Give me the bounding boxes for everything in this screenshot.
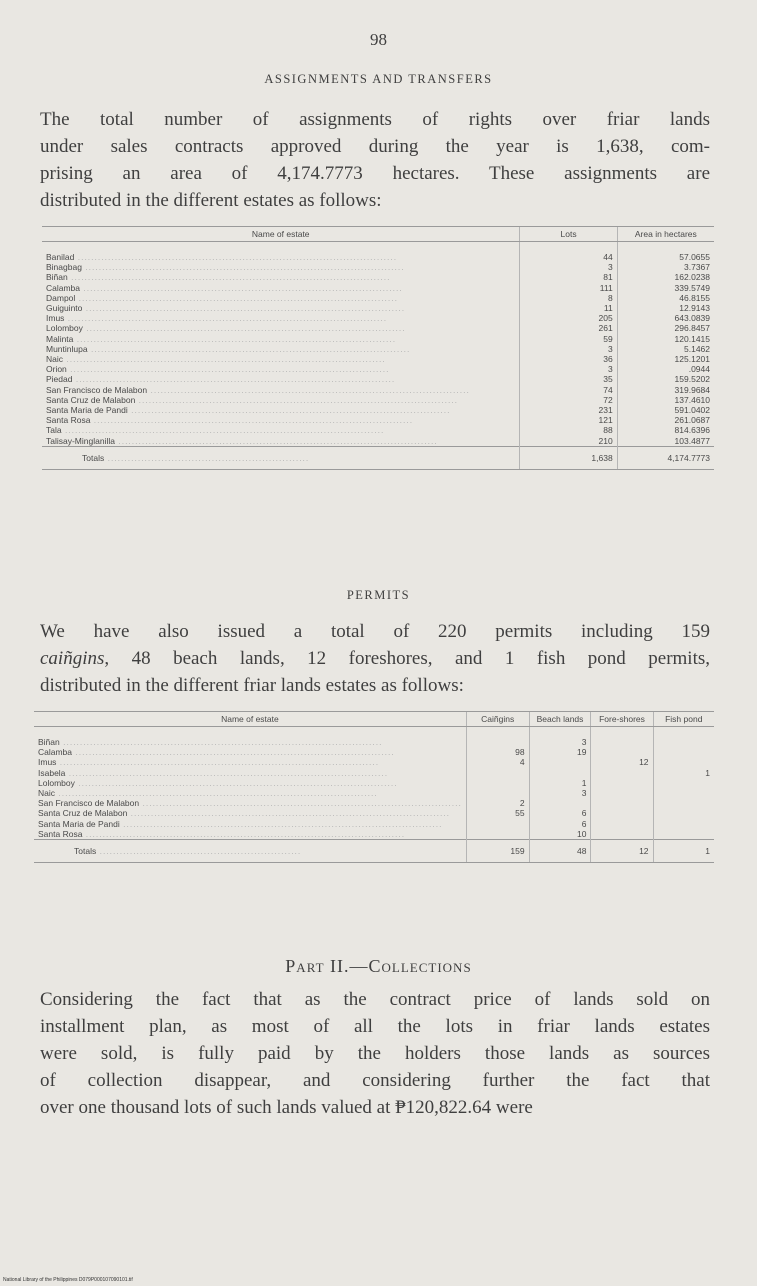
lots-value: 210 bbox=[520, 436, 617, 447]
foreshores-total: 12 bbox=[591, 840, 653, 863]
lots-total: 1,638 bbox=[520, 446, 617, 469]
page-number: 98 bbox=[370, 30, 387, 49]
text-segment: We have also issued a total of 220 permits including 159 bbox=[40, 621, 710, 642]
beach-lands-value: 19 bbox=[529, 747, 591, 757]
area-value: 296.8457 bbox=[617, 323, 714, 333]
estate-name-text: Naic bbox=[38, 788, 56, 799]
leader-dots: ............................................................................................... bbox=[75, 292, 399, 303]
lots-value: 81 bbox=[520, 272, 617, 282]
leader-dots: ............................................................................................... bbox=[82, 828, 406, 839]
area-value: 339.5749 bbox=[617, 283, 714, 293]
estate-name bbox=[34, 727, 466, 748]
table-row bbox=[34, 808, 714, 818]
beach-lands-value bbox=[529, 798, 591, 808]
area-value: 814.6396 bbox=[617, 425, 714, 435]
area-value: 261.0687 bbox=[617, 415, 714, 425]
lots-value: 8 bbox=[520, 293, 617, 303]
leader-dots: ............................................................................................... bbox=[64, 313, 388, 324]
estate-name bbox=[42, 344, 520, 354]
lots-value: 121 bbox=[520, 415, 617, 425]
estate-name-text: Totals bbox=[74, 846, 97, 857]
area-value: 57.0655 bbox=[617, 242, 714, 263]
table-row bbox=[42, 242, 714, 263]
estate-name bbox=[42, 354, 520, 364]
totals-row bbox=[42, 446, 714, 469]
beach-lands-value bbox=[529, 757, 591, 767]
area-value: 5.1462 bbox=[617, 344, 714, 354]
estate-name-text: Totals bbox=[82, 452, 105, 463]
leader-dots: ............................................................................................... bbox=[119, 818, 443, 829]
leader-dots: ............................................................ bbox=[96, 846, 302, 857]
estate-name-text: San Francisco de Malabon bbox=[46, 384, 148, 395]
text-segment: , 48 beach lands, 12 foreshores, and 1 fish pond permits, bbox=[104, 648, 710, 669]
estate-name-text: Calamba bbox=[38, 747, 73, 758]
leader-dots: ............................................................................................... bbox=[82, 323, 406, 334]
beach-lands-total: 48 bbox=[529, 840, 591, 863]
table-row bbox=[34, 798, 714, 808]
estate-name bbox=[42, 395, 520, 405]
fish-pond-value: 1 bbox=[653, 768, 714, 778]
estate-name-text: Santa Maria de Pandi bbox=[46, 405, 128, 416]
col-header-area: Area in hectares bbox=[617, 227, 714, 242]
lots-value: 88 bbox=[520, 425, 617, 435]
foreshores-value bbox=[591, 747, 653, 757]
estate-name-text: Calamba bbox=[46, 282, 81, 293]
table-row bbox=[42, 344, 714, 354]
fish-pond-value bbox=[653, 829, 714, 840]
table-row bbox=[34, 819, 714, 829]
estate-name-text: Orion bbox=[46, 364, 67, 375]
leader-dots: ............................................................ bbox=[104, 452, 310, 463]
estate-name bbox=[42, 283, 520, 293]
estate-name-text: Piedad bbox=[46, 374, 73, 385]
area-value: 137.4610 bbox=[617, 395, 714, 405]
estate-name-text: Santa Rosa bbox=[46, 415, 91, 426]
table-row bbox=[42, 436, 714, 447]
col-header-beach-lands: Beach lands bbox=[529, 712, 591, 727]
leader-dots: ............................................................................................... bbox=[139, 798, 462, 809]
lots-value: 3 bbox=[520, 364, 617, 374]
beach-lands-value: 6 bbox=[529, 819, 591, 829]
foreshores-value bbox=[591, 798, 653, 808]
fish-pond-value bbox=[653, 778, 714, 788]
leader-dots: ............................................................................................... bbox=[147, 384, 470, 395]
permits-table bbox=[34, 711, 714, 863]
table-row bbox=[34, 778, 714, 788]
estate-name-text: San Francisco de Malabon bbox=[38, 798, 140, 809]
paragraph-line: The total number of assignments of rights over friar lands bbox=[40, 109, 710, 130]
leader-dots: ............................................................................................... bbox=[59, 737, 383, 747]
estate-name bbox=[42, 425, 520, 435]
estate-name-text: Malinta bbox=[46, 333, 74, 344]
paragraph-line: distributed in the different estates as follows: bbox=[40, 190, 382, 211]
fish-pond-value bbox=[653, 747, 714, 757]
area-value: 103.4877 bbox=[617, 436, 714, 447]
beach-lands-value: 3 bbox=[529, 788, 591, 798]
totals-row bbox=[34, 840, 714, 863]
lots-value: 3 bbox=[520, 344, 617, 354]
estate-name bbox=[34, 788, 466, 798]
lots-value: 35 bbox=[520, 374, 617, 384]
table-row bbox=[42, 374, 714, 384]
paragraph-line: prising an area of 4,174.7773 hectares. These assignments are bbox=[40, 163, 710, 184]
caingins-value: 55 bbox=[466, 808, 529, 818]
estate-name-text: Imus bbox=[38, 757, 57, 768]
area-value: 3.7367 bbox=[617, 262, 714, 272]
estate-name bbox=[42, 374, 520, 384]
estate-name-text: Binagbag bbox=[46, 262, 82, 273]
estate-name-text: Guiguinto bbox=[46, 303, 83, 314]
estate-name-text: Biñan bbox=[38, 737, 60, 747]
beach-lands-value: 6 bbox=[529, 808, 591, 818]
leader-dots: ............................................................................................... bbox=[67, 272, 391, 283]
foreshores-value bbox=[591, 808, 653, 818]
caingins-value: 98 bbox=[466, 747, 529, 757]
paragraph-line: installment plan, as most of all the lots in friar lands estates bbox=[40, 1016, 710, 1037]
lots-value: 36 bbox=[520, 354, 617, 364]
area-value: .0944 bbox=[617, 364, 714, 374]
estate-name-text: Muntinlupa bbox=[46, 343, 88, 354]
estate-name bbox=[34, 840, 466, 863]
col-header-name-of-estate: Name of estate bbox=[34, 712, 466, 727]
assignments-paragraph bbox=[40, 106, 710, 214]
part-two-title: Part II.—Collections bbox=[285, 956, 472, 976]
lots-value: 231 bbox=[520, 405, 617, 415]
area-value: 643.0839 bbox=[617, 313, 714, 323]
paragraph-line bbox=[40, 672, 710, 699]
permits-title: PERMITS bbox=[346, 588, 411, 602]
table-row bbox=[42, 303, 714, 313]
estate-name-text: Naic bbox=[46, 354, 64, 365]
estate-name-text: Tala bbox=[46, 425, 62, 436]
estate-name-text: Talisay-Minglanilla bbox=[46, 435, 115, 446]
leader-dots: ............................................................................................... bbox=[127, 405, 451, 416]
estate-name bbox=[34, 768, 466, 778]
beach-lands-value: 1 bbox=[529, 778, 591, 788]
estate-name bbox=[42, 313, 520, 323]
table-row bbox=[42, 425, 714, 435]
paragraph-line: of collection disappear, and considering further the fact that bbox=[40, 1070, 710, 1091]
text-segment: distributed in the different friar lands estates as follows: bbox=[40, 675, 464, 696]
table-row bbox=[42, 354, 714, 364]
leader-dots: ............................................................................................... bbox=[61, 425, 385, 436]
table-row bbox=[42, 323, 714, 333]
estate-name bbox=[42, 415, 520, 425]
assignments-table bbox=[42, 226, 714, 470]
table-row bbox=[42, 385, 714, 395]
area-total: 4,174.7773 bbox=[617, 446, 714, 469]
estate-name-text: Dampol bbox=[46, 292, 76, 303]
foreshores-value bbox=[591, 768, 653, 778]
caingins-value: 4 bbox=[466, 757, 529, 767]
table-row bbox=[42, 334, 714, 344]
leader-dots: ............................................................................................... bbox=[80, 282, 403, 293]
paragraph-line: under sales contracts approved during the year is 1,638, com- bbox=[40, 136, 710, 157]
estate-name-text: Santa Cruz de Malabon bbox=[38, 808, 128, 819]
leader-dots: ............................................................................................... bbox=[73, 333, 397, 344]
estate-name bbox=[42, 405, 520, 415]
leader-dots: ............................................................................................... bbox=[72, 374, 396, 385]
table-row bbox=[42, 262, 714, 272]
col-header-fish-pond: Fish pond bbox=[653, 712, 714, 727]
leader-dots: ............................................................................................... bbox=[72, 747, 395, 758]
leader-dots: ............................................................................................... bbox=[55, 788, 378, 799]
leader-dots: ............................................................................................... bbox=[114, 435, 438, 446]
foreshores-value bbox=[591, 829, 653, 840]
table-row bbox=[34, 747, 714, 757]
area-value: 159.5202 bbox=[617, 374, 714, 384]
lots-value: 72 bbox=[520, 395, 617, 405]
estate-name-text: Imus bbox=[46, 313, 65, 324]
leader-dots: ............................................................................................... bbox=[82, 303, 406, 314]
leader-dots: ............................................................................................... bbox=[56, 757, 380, 768]
leader-dots: ............................................................................................... bbox=[63, 354, 386, 365]
lots-value: 261 bbox=[520, 323, 617, 333]
collections-paragraph bbox=[40, 986, 710, 1121]
lots-value: 205 bbox=[520, 313, 617, 323]
fish-pond-value bbox=[653, 798, 714, 808]
table-row bbox=[42, 405, 714, 415]
table-row bbox=[34, 768, 714, 778]
estate-name bbox=[42, 293, 520, 303]
area-value: 319.9684 bbox=[617, 385, 714, 395]
estate-name-text: Santa Cruz de Malabon bbox=[46, 394, 136, 405]
paragraph-line bbox=[40, 618, 710, 645]
area-value: 12.9143 bbox=[617, 303, 714, 313]
leader-dots: ............................................................................................... bbox=[74, 777, 398, 788]
lots-value: 111 bbox=[520, 283, 617, 293]
paragraph-line: were sold, is fully paid by the holders those lands as sources bbox=[40, 1043, 710, 1064]
table-row bbox=[42, 364, 714, 374]
caingins-value bbox=[466, 819, 529, 829]
estate-name-text: Lolomboy bbox=[46, 323, 83, 334]
fish-pond-total: 1 bbox=[653, 840, 714, 863]
area-value: 162.0238 bbox=[617, 272, 714, 282]
caingins-value bbox=[466, 829, 529, 840]
estate-name bbox=[42, 303, 520, 313]
estate-name-text: Lolomboy bbox=[38, 777, 75, 788]
col-header-name-of-estate: Name of estate bbox=[42, 227, 520, 242]
lots-value: 44 bbox=[520, 242, 617, 263]
estate-name bbox=[42, 364, 520, 374]
col-header-foreshores: Fore-shores bbox=[591, 712, 653, 727]
caingins-value: 2 bbox=[466, 798, 529, 808]
estate-name bbox=[34, 747, 466, 757]
beach-lands-value bbox=[529, 768, 591, 778]
paragraph-line bbox=[40, 645, 710, 672]
paragraph-line: over one thousand lots of such lands valued at ₱120,822.64 were bbox=[40, 1097, 533, 1118]
leader-dots: ............................................................................................... bbox=[90, 415, 414, 426]
table-row bbox=[42, 293, 714, 303]
caingins-value bbox=[466, 778, 529, 788]
leader-dots: ............................................................................................... bbox=[135, 394, 459, 405]
table-row bbox=[42, 395, 714, 405]
table-row bbox=[42, 272, 714, 282]
estate-name bbox=[42, 436, 520, 447]
leader-dots: ............................................................................................... bbox=[127, 808, 451, 819]
estate-name bbox=[42, 446, 520, 469]
estate-name bbox=[42, 262, 520, 272]
estate-name bbox=[34, 819, 466, 829]
estate-name-text: Banilad bbox=[46, 252, 75, 262]
caingins-value bbox=[466, 768, 529, 778]
footer-source: National Library of the Philippines D079P000107090101.tif bbox=[3, 1277, 133, 1283]
foreshores-value bbox=[591, 788, 653, 798]
assignments-title: ASSIGNMENTS AND TRANSFERS bbox=[264, 72, 493, 86]
estate-name-text: Isabela bbox=[38, 767, 66, 778]
estate-name bbox=[42, 334, 520, 344]
table-row bbox=[42, 415, 714, 425]
table-row bbox=[34, 788, 714, 798]
estate-name bbox=[34, 808, 466, 818]
area-value: 46.8155 bbox=[617, 293, 714, 303]
estate-name bbox=[42, 272, 520, 282]
fish-pond-value bbox=[653, 727, 714, 748]
estate-name bbox=[42, 242, 520, 263]
area-value: 120.1415 bbox=[617, 334, 714, 344]
estate-name-text: Santa Rosa bbox=[38, 828, 83, 839]
lots-value: 59 bbox=[520, 334, 617, 344]
col-header-lots: Lots bbox=[520, 227, 617, 242]
italic-term: caiñgins bbox=[40, 648, 105, 669]
estate-name bbox=[42, 385, 520, 395]
beach-lands-value: 3 bbox=[529, 727, 591, 748]
fish-pond-value bbox=[653, 819, 714, 829]
leader-dots: ............................................................................................... bbox=[66, 364, 390, 375]
caingins-value bbox=[466, 788, 529, 798]
table-row bbox=[34, 727, 714, 748]
lots-value: 11 bbox=[520, 303, 617, 313]
col-header-caingins: Caiñgins bbox=[466, 712, 529, 727]
estate-name bbox=[34, 778, 466, 788]
area-value: 591.0402 bbox=[617, 405, 714, 415]
caingins-total: 159 bbox=[466, 840, 529, 863]
fish-pond-value bbox=[653, 808, 714, 818]
table-row bbox=[34, 829, 714, 840]
foreshores-value bbox=[591, 819, 653, 829]
beach-lands-value: 10 bbox=[529, 829, 591, 840]
estate-name bbox=[34, 829, 466, 840]
foreshores-value bbox=[591, 778, 653, 788]
permits-paragraph bbox=[40, 618, 710, 699]
foreshores-value: 12 bbox=[591, 757, 653, 767]
fish-pond-value bbox=[653, 788, 714, 798]
leader-dots: ............................................................................................... bbox=[74, 252, 398, 262]
table-row bbox=[42, 313, 714, 323]
leader-dots: ............................................................................................... bbox=[65, 767, 389, 778]
estate-name-text: Santa Maria de Pandi bbox=[38, 818, 120, 829]
table-row bbox=[34, 757, 714, 767]
caingins-value bbox=[466, 727, 529, 748]
table-row bbox=[42, 283, 714, 293]
estate-name bbox=[34, 757, 466, 767]
leader-dots: ............................................................................................... bbox=[81, 262, 405, 273]
foreshores-value bbox=[591, 727, 653, 748]
fish-pond-value bbox=[653, 757, 714, 767]
lots-value: 3 bbox=[520, 262, 617, 272]
estate-name-text: Biñan bbox=[46, 272, 68, 283]
leader-dots: ............................................................................................... bbox=[87, 343, 411, 354]
area-value: 125.1201 bbox=[617, 354, 714, 364]
lots-value: 74 bbox=[520, 385, 617, 395]
estate-name bbox=[42, 323, 520, 333]
estate-name bbox=[34, 798, 466, 808]
paragraph-line: Considering the fact that as the contract price of lands sold on bbox=[40, 989, 710, 1010]
